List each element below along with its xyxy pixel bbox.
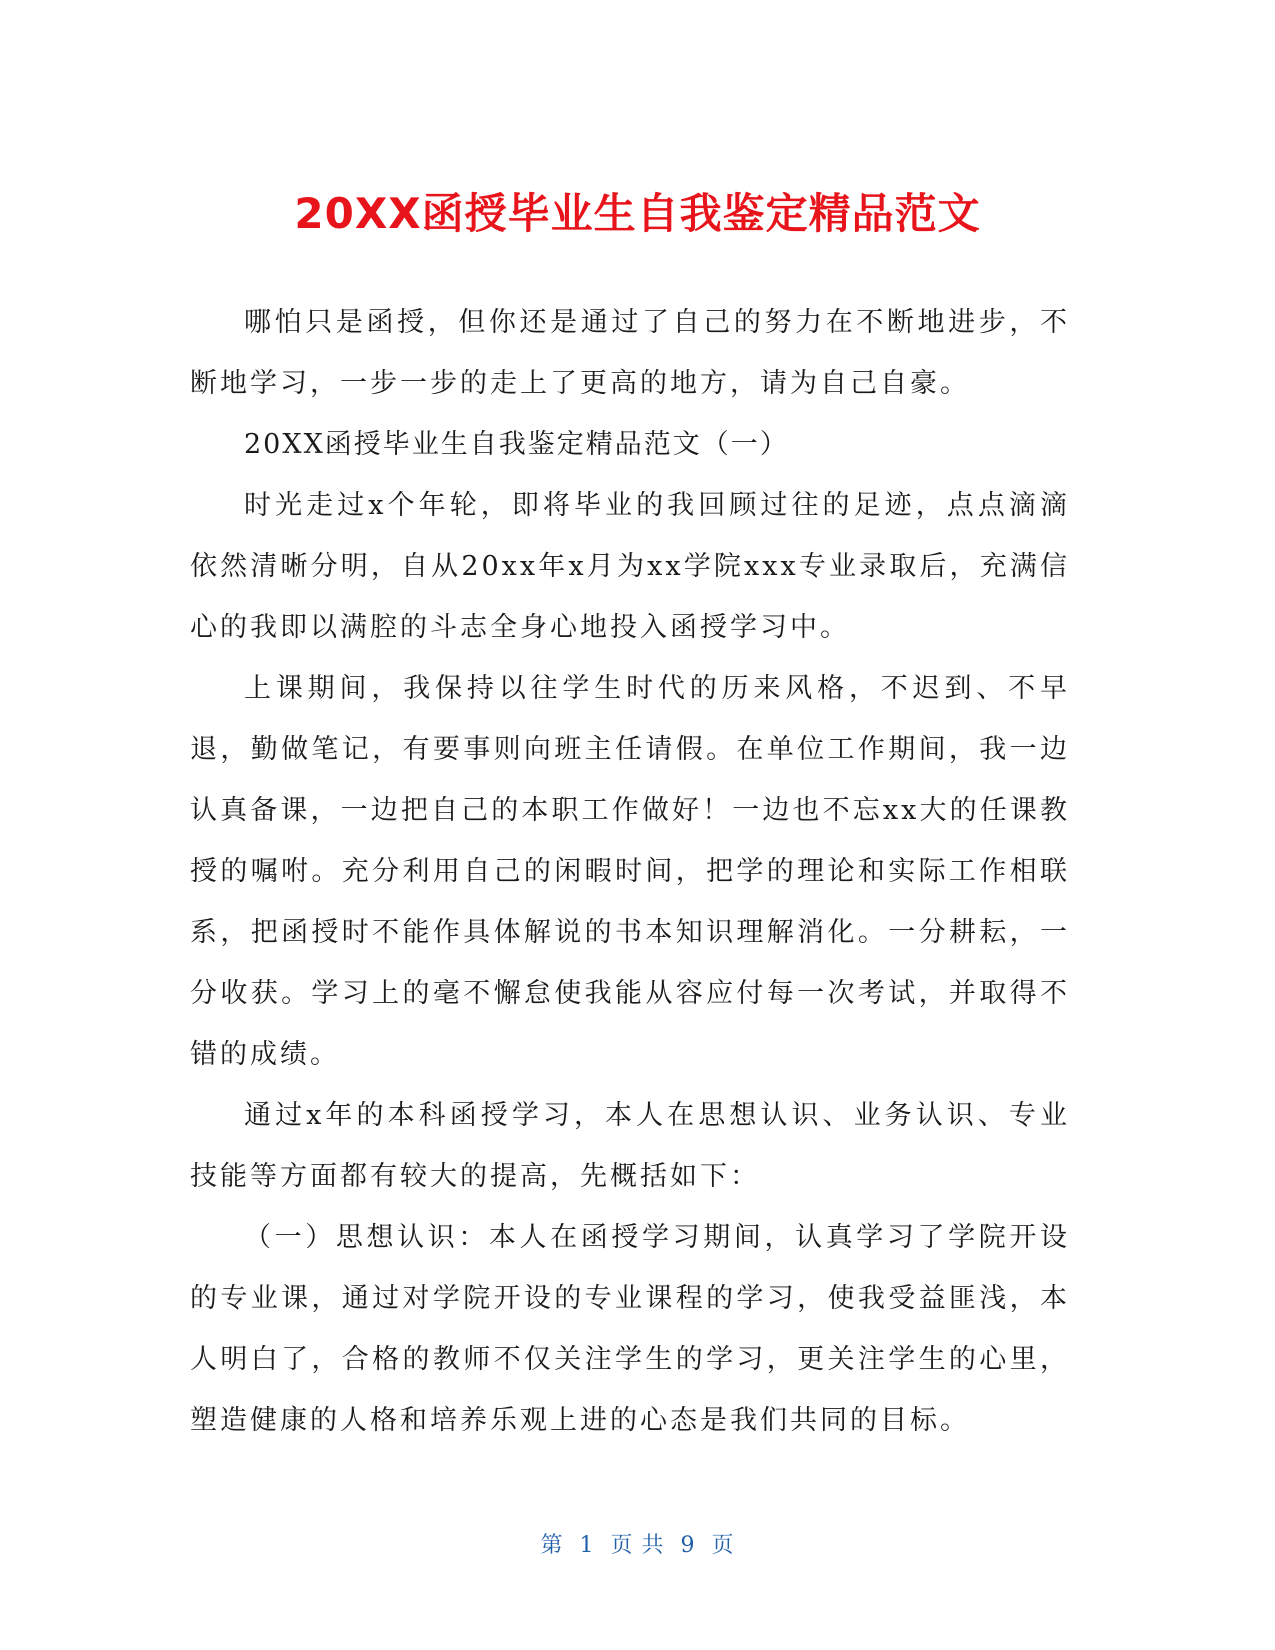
footer-mid: 页 共 (610, 1533, 665, 1558)
body-paragraph-4: （一）思想认识：本人在函授学习期间，认真学习了学院开设的专业课，通过对学院开设的专业课程的学习，使我受益匪浅，本人明白了，合格的教师不仅关注学生的学习，更关注学生的心里，塑造健康的人格和培养乐观上进的心态是我们共同的目标。 (190, 1222, 1070, 1436)
intro-paragraph: 哪怕只是函授，但你还是通过了自己的努力在不断地进步，不断地学习，一步一步的走上了更高的地方，请为自己自豪。 (190, 307, 1070, 399)
body-paragraph-2: 上课期间，我保持以往学生时代的历来风格，不迟到、不早退，勤做笔记，有要事则向班主任请假。在单位工作期间，我一边认真备课，一边把自己的本职工作做好！一边也不忘xx大的任课教授的嘱咐。充分利用自己的闲暇时间，把学的理论和实际工作相联系，把函授时不能作具体解说的书本知识理解消化。一分耕耘，一分收获。学习上的毫不懈怠使我能从容应付每一次考试，并取得不错的成绩。 (190, 673, 1070, 1070)
document-body (190, 292, 1070, 1451)
footer-current-page: 1 (579, 1533, 595, 1558)
body-paragraph-1: 时光走过x个年轮，即将毕业的我回顾过往的足迹，点点滴滴依然清晰分明，自从20xx年x月为xx学院xxx专业录取后，充满信心的我即以满腔的斗志全身心地投入函授学习中。 (190, 490, 1070, 643)
page-footer (0, 1531, 1275, 1561)
document-title: 20XX函授毕业生自我鉴定精品范文 (294, 189, 981, 239)
footer-total-pages: 9 (680, 1533, 696, 1558)
body-paragraph-3: 通过x年的本科函授学习，本人在思想认识、业务认识、专业技能等方面都有较大的提高，先概括如下： (190, 1100, 1070, 1192)
footer-prefix: 第 (540, 1533, 564, 1558)
footer-suffix: 页 (711, 1533, 735, 1558)
section-heading: 20XX函授毕业生自我鉴定精品范文（一） (244, 429, 789, 460)
